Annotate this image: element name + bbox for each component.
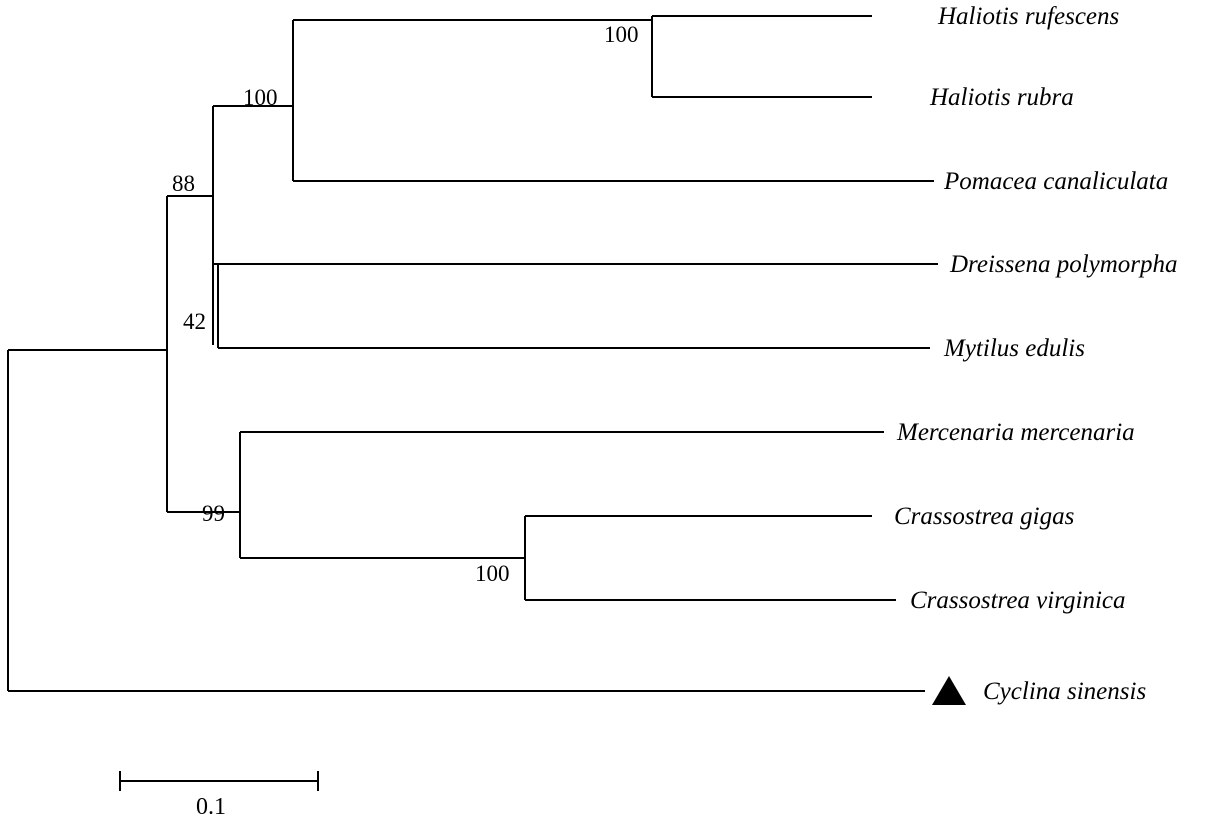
taxon-label-haliotis-rufescens: Haliotis rufescens [938,3,1120,30]
support-value-haliotis-clade: 100 [604,22,639,47]
support-value-bivalve-clade: 99 [202,501,225,526]
taxon-label-crassostrea-virginica: Crassostrea virginica [910,587,1126,614]
taxon-label-cyclina-sinensis: Cyclina sinensis [983,678,1147,705]
taxon-label-mercenaria-mercenaria: Mercenaria mercenaria [897,419,1135,446]
taxon-label-crassostrea-gigas: Crassostrea gigas [894,503,1075,530]
taxon-label-haliotis-rubra: Haliotis rubra [930,84,1074,111]
support-value-crassostrea-clade: 100 [475,561,510,586]
support-value-mussel-clade: 42 [183,309,206,334]
taxon-label-pomacea-canaliculata: Pomacea canaliculata [944,168,1169,195]
taxon-label-dreissena-polymorpha: Dreissena polymorpha [950,251,1178,278]
taxon-label-mytilus-edulis: Mytilus edulis [944,335,1085,362]
support-value-upper-clade: 88 [172,171,195,196]
filled-triangle-icon [932,676,966,705]
support-value-gastropod-clade: 100 [243,85,278,110]
scale-bar-label: 0.1 [196,794,226,820]
